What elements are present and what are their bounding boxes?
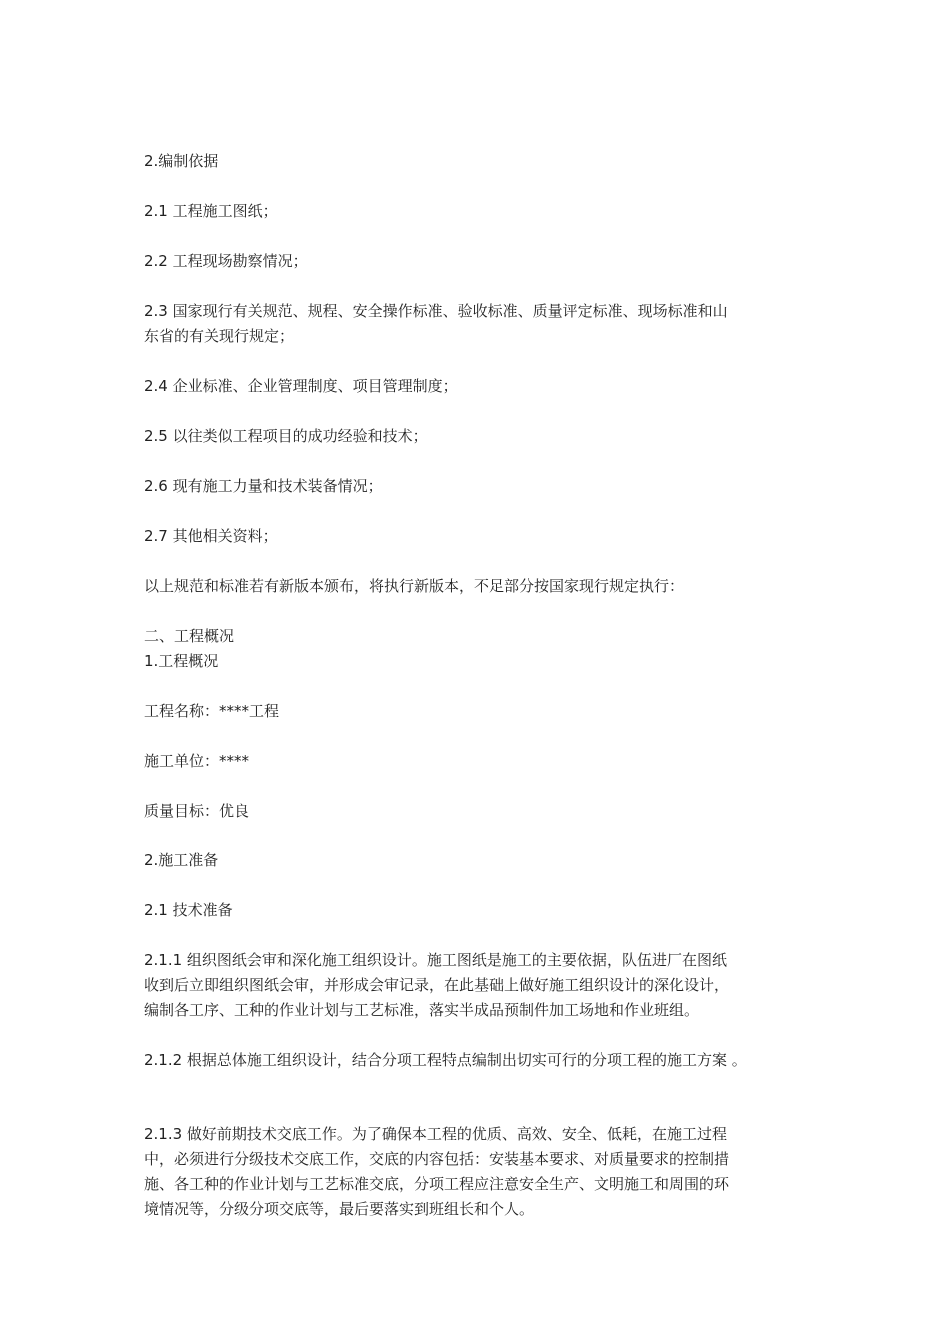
paragraph-2-1-3-line-2: 中，必须进行分级技术交底工作，交底的内容包括：安装基本要求、对质量要求的控制措 (144, 1150, 730, 1168)
paragraph-2-1-1-line-3: 编制各工序、工种的作业计划与工艺标准，落实半成品预制件加工场地和作业班组。 (144, 1001, 700, 1019)
list-item-2-3-line-2: 东省的有关现行规定； (144, 327, 295, 345)
section-heading-compilation-basis: 2.编制依据 (144, 152, 219, 170)
construction-unit-field: 施工单位：**** (144, 752, 250, 770)
list-item-2-4: 2.4 企业标准、企业管理制度、项目管理制度； (144, 377, 458, 395)
list-item-2-6: 2.6 现有施工力量和技术装备情况； (144, 477, 383, 495)
project-name-field: 工程名称：****工程 (144, 702, 280, 720)
paragraph-2-1-3-line-1: 2.1.3 做好前期技术交底工作。为了确保本工程的优质、高效、安全、低耗，在施工过程 (144, 1125, 727, 1143)
list-item-2-2: 2.2 工程现场勘察情况； (144, 252, 308, 270)
list-item-2-7: 2.7 其他相关资料； (144, 527, 278, 545)
paragraph-2-1-1-line-2: 收到后立即组织图纸会审，并形成会审记录，在此基础上做好施工组织设计的深化设计， (144, 976, 730, 994)
paragraph-2-1-3-line-3: 施、各工种的作业计划与工艺标准交底，分项工程应注意安全生产、文明施工和周围的环 (144, 1175, 730, 1193)
list-item-2-1: 2.1 工程施工图纸； (144, 202, 278, 220)
section-heading-project-overview: 1.工程概况 (144, 652, 219, 670)
document-page (144, 0, 824, 1344)
quality-target-field: 质量目标：优良 (144, 802, 250, 820)
paragraph-2-1-3-line-4: 境情况等，分级分项交底等，最后要落实到班组长和个人。 (144, 1200, 535, 1218)
subsection-heading-technical-prep: 2.1 技术准备 (144, 901, 233, 919)
list-item-2-3-line-1: 2.3 国家现行有关规范、规程、安全操作标准、验收标准、质量评定标准、现场标准和山 (144, 302, 728, 320)
section-heading-construction-prep: 2.施工准备 (144, 851, 219, 869)
list-item-2-5: 2.5 以往类似工程项目的成功经验和技术； (144, 427, 428, 445)
standards-note: 以上规范和标准若有新版本颁布，将执行新版本，不足部分按国家现行规定执行： (144, 577, 685, 595)
chapter-heading-project-overview: 二、工程概况 (144, 627, 235, 645)
paragraph-2-1-2: 2.1.2 根据总体施工组织设计，结合分项工程特点编制出切实可行的分项工程的施工方案 。 (144, 1051, 747, 1069)
paragraph-2-1-1-line-1: 2.1.1 组织图纸会审和深化施工组织设计。施工图纸是施工的主要依据，队伍进厂在图纸 (144, 951, 727, 969)
